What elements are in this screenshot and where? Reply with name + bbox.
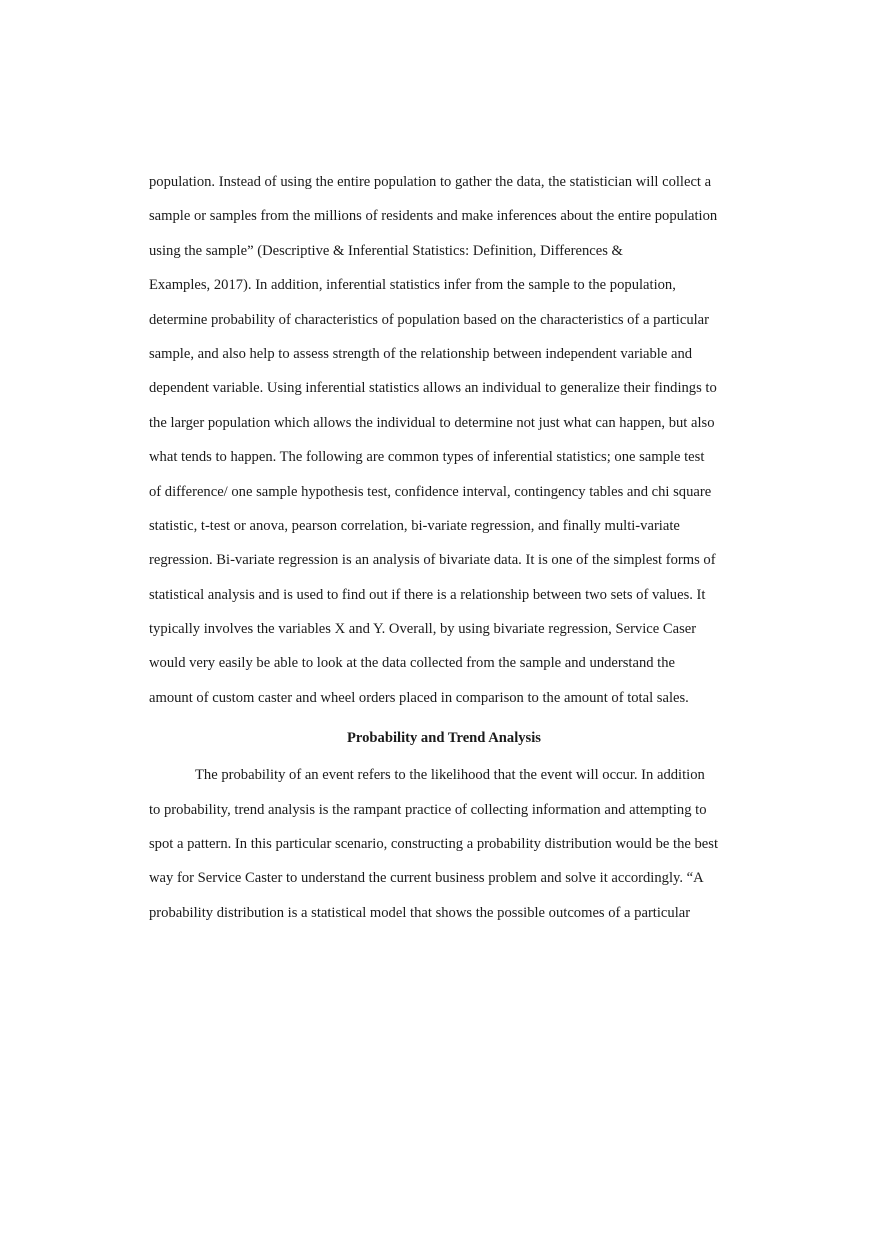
text-line: statistical analysis and is used to find out if there is a relationship between two sets of values. It [149, 586, 706, 603]
text-line: dependent variable. Using inferential statistics allows an individual to generalize their findings to [149, 380, 717, 397]
text-line: of difference/ one sample hypothesis test, confidence interval, contingency tables and chi square [149, 483, 712, 500]
text-line: typically involves the variables X and Y. Overall, by using bivariate regression, Service Caser [149, 621, 697, 638]
paragraph-probability [149, 763, 739, 935]
text-line: would very easily be able to look at the data collected from the sample and understand the [149, 655, 676, 672]
text-line: way for Service Caster to understand the current business problem and solve it accordingly. “A [149, 870, 704, 887]
text-line: The probability of an event refers to the likelihood that the event will occur. In addition [195, 767, 705, 784]
text-line: regression. Bi-variate regression is an analysis of bivariate data. It is one of the simplest forms of [149, 552, 716, 569]
paragraph-inferential-statistics [149, 170, 739, 720]
text-line: to probability, trend analysis is the rampant practice of collecting information and attempting to [149, 801, 707, 818]
text-line: sample or samples from the millions of residents and make inferences about the entire population [149, 208, 718, 225]
text-line: amount of custom caster and wheel orders placed in comparison to the amount of total sales. [149, 689, 689, 706]
text-line: what tends to happen. The following are common types of inferential statistics; one sample test [149, 449, 705, 466]
text-line: Examples, 2017). In addition, inferential statistics infer from the sample to the population, [149, 277, 676, 294]
text-line: spot a pattern. In this particular scenario, constructing a probability distribution would be the best [149, 836, 719, 853]
text-line: statistic, t-test or anova, pearson correlation, bi-variate regression, and finally multi-variate [149, 517, 680, 534]
text-line: determine probability of characteristics of population based on the characteristics of a particular [149, 311, 710, 328]
section-heading: Probability and Trend Analysis [347, 730, 541, 747]
text-line: the larger population which allows the individual to determine not just what can happen, but also [149, 414, 715, 431]
text-line: sample, and also help to assess strength of the relationship between independent variable and [149, 345, 693, 362]
text-line: using the sample” (Descriptive & Inferential Statistics: Definition, Differences & [149, 242, 623, 259]
body-text [149, 170, 739, 935]
text-line: probability distribution is a statistical model that shows the possible outcomes of a particular [149, 904, 691, 921]
text-line: population. Instead of using the entire population to gather the data, the statistician will collect a [149, 174, 712, 190]
